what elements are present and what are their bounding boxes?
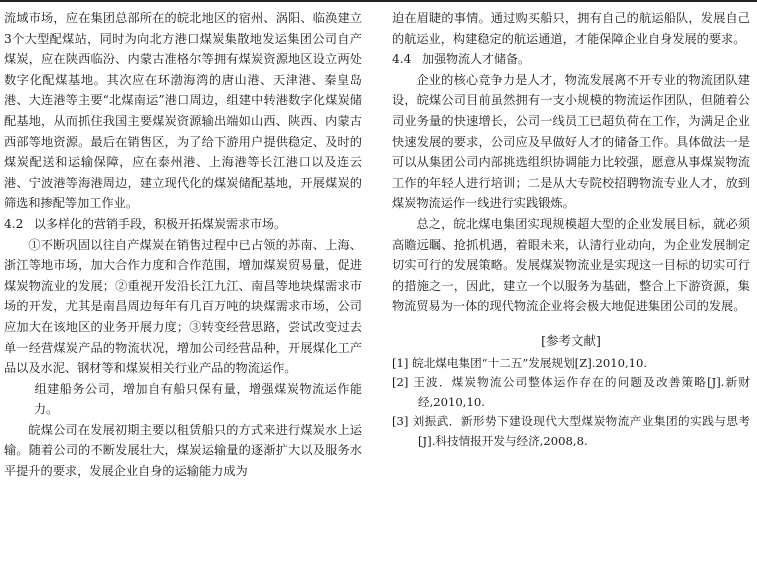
section-number: 4.2 <box>4 216 24 231</box>
paragraph: 总之，皖北煤电集团实现规模超大型的企业发展目标，就必须高瞻远瞩、抢抓机遇，着眼未来，认清行业动向，为企业发展制定切实可行的发展策略。发展煤炭物流业是实现这一目标的切实可行的措施之一，因此，建立一个以服务为基础，整合上下游资源，集物流贸易为一体的现代物流企业将会极大地促进集团公司的发展。 <box>392 216 750 314</box>
paragraph: 流域市场，应在集团总部所在的皖北地区的宿州、涡阳、临涣建立3个大型配煤站，同时为向北方港口煤炭集散地发运集团公司自产煤炭，应在陕西临汾、内蒙古准格尔等拥有煤炭资源地区设立两处数字化配煤基地。其次应在环渤海湾的唐山港、天津港、秦皇岛港、大连港等主要“北煤南运”港口周边，组建中转港数字化煤炭储配基地，从而抓住我国主要煤炭资源输出端如山西、陕西、内蒙古西部等地资源。最后在销售区，为了给下游用户提供稳定、及时的煤炭配送和运输保障，应在泰州港、上海港等长江港口以及连云港、宁波港等海港周边，建立现代化的煤炭储配基地，开展煤炭的筛选和掺配等加工作业。 <box>4 11 362 211</box>
references-heading: [参考文献] <box>541 332 601 348</box>
section-heading-4-2 <box>4 214 362 235</box>
section-heading-4-4 <box>392 49 750 70</box>
section-number: 4.4 <box>392 52 412 67</box>
section-title: 加强物流人才储备。 <box>422 52 531 67</box>
section-number <box>4 379 34 400</box>
paragraph: 迫在眉睫的事情。通过购买船只，拥有自己的航运船队，发展自己的航运业，构建稳定的航运通道，才能保障企业自身发展的要求。 <box>392 11 750 46</box>
section-title: 以多样化的营销手段，积极开拓煤炭需求市场。 <box>34 216 287 231</box>
header-rule <box>0 0 757 2</box>
paragraph: 皖煤公司在发展初期主要以租赁船只的方式来进行煤炭水上运输。随着公司的不断发展壮大，煤炭运输量的逐渐扩大以及服务水平提升的要求，发展企业自身的运输能力成为 <box>4 422 362 479</box>
left-column <box>4 8 362 482</box>
reference-item: [1] 皖北煤电集团“十二五”发展规划[Z].2010,10. <box>392 355 648 370</box>
right-column <box>392 8 750 451</box>
section-heading-4-3 <box>4 379 362 420</box>
section-title: 组建船务公司，增加自有船只保有量，增强煤炭物流运作能力。 <box>34 381 362 417</box>
paragraph: 企业的核心竞争力是人才，物流发展离不开专业的物流团队建设，皖煤公司目前虽然拥有一支小规模的物流运作团队，但随着公司业务量的快速增长，公司一线员工已超负荷在工作，为满足企业快速发展的要求，公司应及早做好人才的储备工作。具体做法一是可以从集团公司内部挑选组织协调能力比较强，愿意从事煤炭物流工作的年轻人进行培训；二是从大专院校招聘物流专业人才，放到煤炭物流运作一线进行实践锻炼。 <box>392 72 750 211</box>
reference-item: [2] 王波．煤炭物流公司整体运作存在的问题及改善策略[J].新财经,2010,10. <box>392 375 750 409</box>
reference-item: [3] 刘振武．新形势下建设现代大型煤炭物流产业集团的实践与思考[J].科技情报开发与经济,2008,8. <box>392 414 750 448</box>
paragraph: ①不断巩固以往自产煤炭在销售过程中已占领的苏南、上海、浙江等地市场，加大合作力度和合作范围，增加煤炭贸易量，促进煤炭物流业的发展；②重视开发沿长江九江、南昌等地块煤需求市场的开发，尤其是南昌周边每年有几百万吨的块煤需求市场，公司应加大在该地区的业务开展力度；③转变经营思路，尝试改变过去单一经营煤炭产品的物流状况，增加公司经营品种，开展煤化工产品以及水泥、钢材等和煤炭相关行业产品的物流运作。 <box>4 237 362 376</box>
